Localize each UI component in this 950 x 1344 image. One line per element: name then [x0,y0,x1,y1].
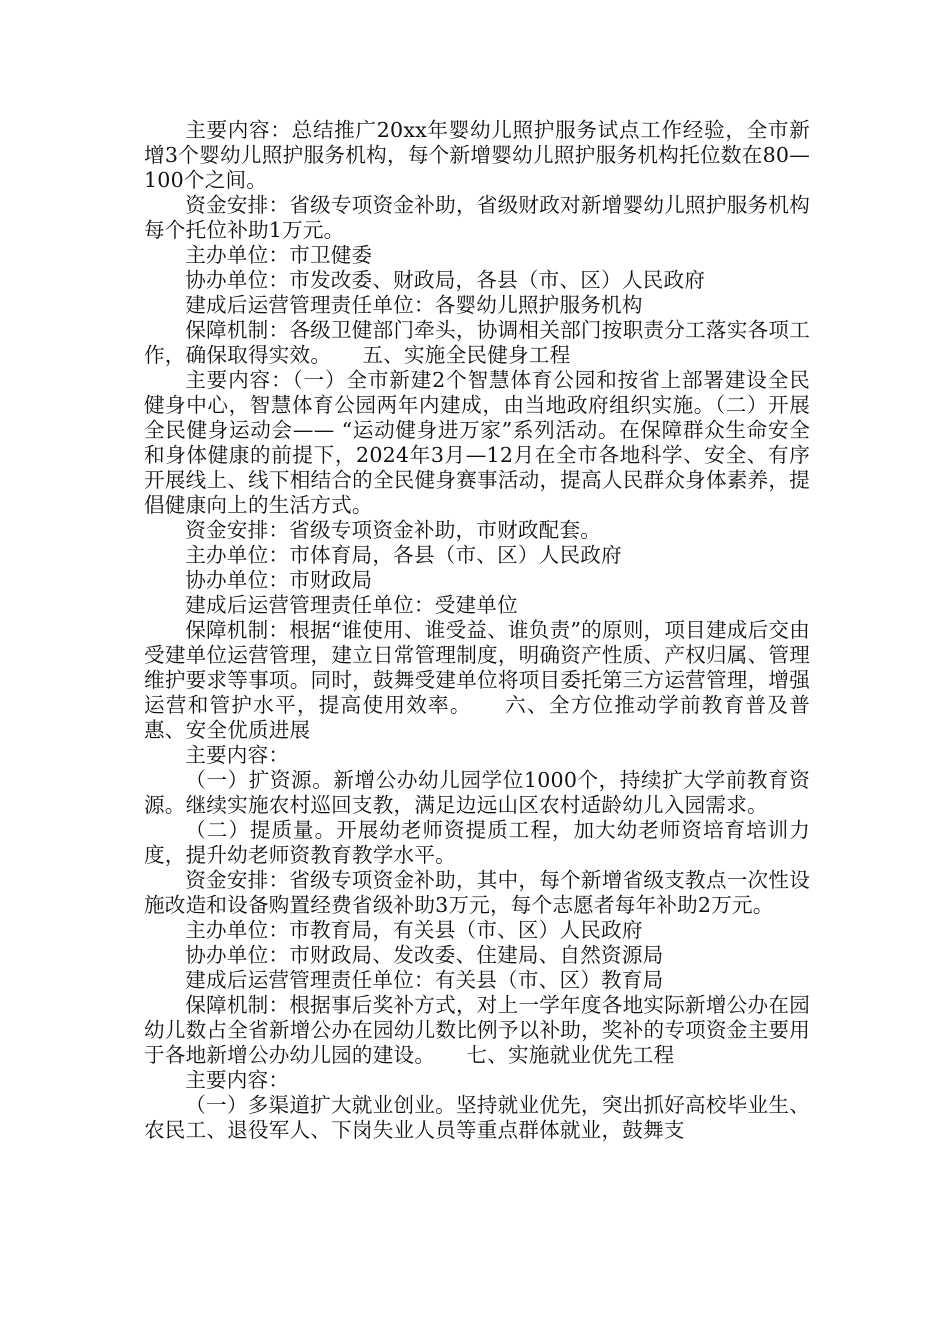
paragraph-preschool-cohost: 协办单位：市财政局、发改委、住建局、自然资源局 [185,943,664,967]
paragraph-childcare-operator: 建成后运营管理责任单位：各婴幼儿照护服务机构 [185,293,643,317]
paragraph-preschool-funding: 资金安排：省级专项资金补助，其中，每个新增省级支教点一次性设施改造和设备购置经费省级补助3万元，每个志愿者每年补助2万元。 [144,868,810,917]
paragraph-preschool-content-heading: 主要内容： [185,743,290,767]
paragraph-preschool-host: 主办单位：市教育局，有关县（市、区）人民政府 [185,918,643,942]
paragraph-preschool-expand: （一）扩资源。新增公办幼儿园学位1000个，持续扩大学前教育资源。继续实施农村巡回支教，满足边远山区农村适龄幼儿入园需求。 [144,768,810,817]
paragraph-employment-content-heading: 主要内容： [185,1068,290,1092]
paragraph-fitness-cohost: 协办单位：市财政局 [185,568,373,592]
paragraph-preschool-operator: 建成后运营管理责任单位：有关县（市、区）教育局 [185,968,664,992]
paragraph-childcare-content: 主要内容：总结推广20xx年婴幼儿照护服务试点工作经验，全市新增3个婴幼儿照护服务机构，每个新增婴幼儿照护服务机构托位数在80—100个之间。 [144,118,810,192]
paragraph-employment-channels: （一）多渠道扩大就业创业。坚持就业优先，突出抓好高校毕业生、农民工、退役军人、下岗失业人员等重点群体就业，鼓舞支 [144,1093,810,1142]
paragraph-childcare-guarantee: 保障机制：各级卫健部门牵头，协调相关部门按职责分工落实各项工作，确保取得实效。 五、实施全民健身工程 [144,318,810,367]
paragraph-fitness-content: 主要内容：（一）全市新建2个智慧体育公园和按省上部署建设全民健身中心，智慧体育公园两年内建成，由当地政府组织实施。（二）开展全民健身运动会—— “运动健身进万家”系列活动。在保障群众生命安全和身体健康的前提下，2024年3月—12月在全市各地科学、安全、有序开展线上、线下相结合的全民健身赛事活动，提高人民群众身体素养，提倡健康向上的生活方式。 [144,368,810,517]
paragraph-fitness-funding: 资金安排：省级专项资金补助，市财政配套。 [185,518,602,542]
paragraph-fitness-host: 主办单位：市体育局，各县（市、区）人民政府 [185,543,622,567]
paragraph-childcare-cohost: 协办单位：市发改委、财政局，各县（市、区）人民政府 [185,268,706,292]
paragraph-childcare-funding: 资金安排：省级专项资金补助，省级财政对新增婴幼儿照护服务机构每个托位补助1万元。 [144,193,810,242]
paragraph-fitness-guarantee: 保障机制：根据“谁使用、谁受益、谁负责”的原则，项目建成后交由受建单位运营管理，建立日常管理制度，明确资产性质、产权归属、管理维护要求等事项。同时，鼓舞受建单位将项目委托第三方运营管理，增强运营和管护水平，提高使用效率。 六、全方位推动学前教育普及普惠、安全优质进展 [144,618,810,742]
paragraph-preschool-quality: （二）提质量。开展幼老师资提质工程，加大幼老师资培育培训力度，提升幼老师资教育教学水平。 [144,818,810,867]
paragraph-childcare-host: 主办单位：市卫健委 [185,243,373,267]
document-body [144,118,810,1143]
paragraph-fitness-operator: 建成后运营管理责任单位：受建单位 [185,593,518,617]
paragraph-preschool-guarantee: 保障机制：根据事后奖补方式，对上一学年度各地实际新增公办在园幼儿数占全省新增公办在园幼儿数比例予以补助，奖补的专项资金主要用于各地新增公办幼儿园的建设。 七、实施就业优先工程 [144,993,810,1067]
